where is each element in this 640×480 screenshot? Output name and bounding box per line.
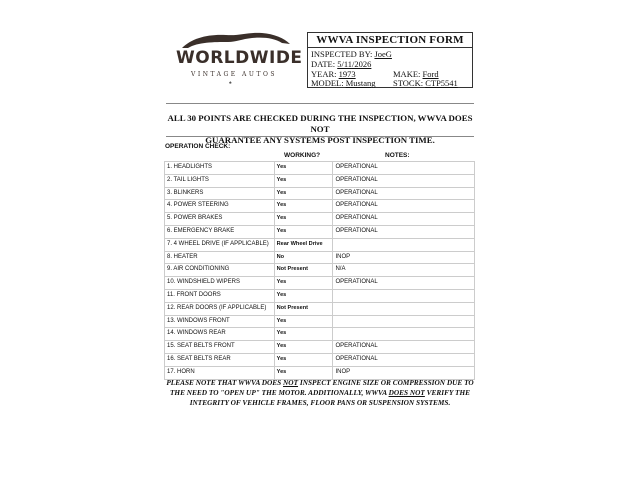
logo-tagline: VINTAGE AUTOS xyxy=(191,71,277,78)
table-row xyxy=(165,213,475,226)
date-field: DATE: 5/11/2026 xyxy=(311,59,372,69)
table-row xyxy=(165,354,475,367)
check-item-label: 11. FRONT DOORS xyxy=(165,290,275,302)
notes-cell: OPERATIONAL xyxy=(333,213,475,225)
table-row xyxy=(165,226,475,239)
inspected-by-value: JoeG xyxy=(374,49,392,59)
table-row xyxy=(165,290,475,303)
operation-check-table xyxy=(164,161,475,380)
check-item-label: 15. SEAT BELTS FRONT xyxy=(165,341,275,353)
check-item-label: 8. HEATER xyxy=(165,252,275,264)
notes-cell xyxy=(333,328,475,340)
working-status: Yes xyxy=(275,277,334,289)
check-item-label: 7. 4 WHEEL DRIVE (IF APPLICABLE) xyxy=(165,239,275,251)
notes-cell xyxy=(333,316,475,328)
notes-cell: OPERATIONAL xyxy=(333,354,475,366)
footer-notice: PLEASE NOTE THAT WWVA DOES NOT INSPECT ENGINE SIZE OR COMPRESSION DUE TO THE NEED TO "OPEN UP" THE MOTOR. ADDITIONALLY, WWVA DOES NOT VERIFY THE INTEGRITY OF VEHICLE FRAMES, FLOOR PANS OR SUSPENSION SYSTEMS. xyxy=(166,378,474,407)
make-field: MAKE: Ford xyxy=(393,69,439,79)
notes-column-header: NOTES: xyxy=(385,152,410,159)
stock-value: CTP5541 xyxy=(425,78,458,88)
notes-cell: OPERATIONAL xyxy=(333,226,475,238)
check-item-label: 4. POWER STEERING xyxy=(165,200,275,212)
working-status: Yes xyxy=(275,316,334,328)
model-value: Mustang xyxy=(345,78,376,88)
logo-wordmark: WORLDWIDE xyxy=(176,48,303,68)
table-row xyxy=(165,188,475,201)
table-row xyxy=(165,200,475,213)
year-value: 1973 xyxy=(338,69,356,79)
notes-cell: OPERATIONAL xyxy=(333,277,475,289)
check-item-label: 16. SEAT BELTS REAR xyxy=(165,354,275,366)
working-status: Yes xyxy=(275,290,334,302)
working-status: Yes xyxy=(275,354,334,366)
working-status: Yes xyxy=(275,341,334,353)
working-status: Yes xyxy=(275,367,334,379)
check-item-label: 13. WINDOWS FRONT xyxy=(165,316,275,328)
check-item-label: 12. REAR DOORS (IF APPLICABLE) xyxy=(165,303,275,315)
model-field: MODEL: Mustang xyxy=(311,78,376,88)
table-row xyxy=(165,328,475,341)
year-field: YEAR: 1973 xyxy=(311,69,356,79)
notes-cell: OPERATIONAL xyxy=(333,341,475,353)
notes-cell xyxy=(333,290,475,302)
inspection-disclaimer: ALL 30 POINTS ARE CHECKED DURING THE INSPECTION, WWVA DOES NOT GUARANTEE ANY SYSTEMS POST INSPECTION TIME. xyxy=(167,113,473,145)
check-item-label: 14. WINDOWS REAR xyxy=(165,328,275,340)
working-status: Yes xyxy=(275,226,334,238)
operation-check-title: OPERATION CHECK: xyxy=(165,143,231,150)
working-status: Yes xyxy=(275,175,334,187)
table-row xyxy=(165,277,475,290)
notes-cell: N/A xyxy=(333,264,475,276)
top-divider xyxy=(166,103,474,104)
working-status: Yes xyxy=(275,188,334,200)
notes-cell: OPERATIONAL xyxy=(333,175,475,187)
working-status: Yes xyxy=(275,213,334,225)
working-status: Not Present xyxy=(275,303,334,315)
notes-cell: OPERATIONAL xyxy=(333,188,475,200)
table-row xyxy=(165,316,475,329)
working-status: Not Present xyxy=(275,264,334,276)
check-item-label: 1. HEADLIGHTS xyxy=(165,162,275,174)
check-item-label: 9. AIR CONDITIONING xyxy=(165,264,275,276)
logo-mark-icon: ♠ xyxy=(229,80,232,86)
form-title: WWVA INSPECTION FORM xyxy=(316,34,464,46)
does-not-emphasis: DOES NOT xyxy=(388,387,425,397)
disclaimer-divider xyxy=(166,136,474,137)
check-item-label: 5. POWER BRAKES xyxy=(165,213,275,225)
working-column-header: WORKING? xyxy=(284,152,321,159)
table-row xyxy=(165,239,475,252)
working-status: Yes xyxy=(275,162,334,174)
form-title-divider xyxy=(308,47,472,48)
check-item-label: 3. BLINKERS xyxy=(165,188,275,200)
check-item-label: 2. TAIL LIGHTS xyxy=(165,175,275,187)
table-row xyxy=(165,303,475,316)
not-emphasis: NOT xyxy=(283,378,299,387)
notes-cell: OPERATIONAL xyxy=(333,162,475,174)
table-row xyxy=(165,175,475,188)
notes-cell: INOP xyxy=(333,367,475,379)
table-row xyxy=(165,264,475,277)
make-value: Ford xyxy=(422,69,439,79)
table-row xyxy=(165,162,475,175)
check-item-label: 17. HORN xyxy=(165,367,275,379)
inspected-by-field: INSPECTED BY: JoeG xyxy=(311,49,392,59)
worldwide-vintage-autos-logo xyxy=(176,30,303,90)
working-status: Yes xyxy=(275,200,334,212)
notes-cell: OPERATIONAL xyxy=(333,200,475,212)
table-row xyxy=(165,341,475,354)
notes-cell xyxy=(333,239,475,251)
date-value: 5/11/2026 xyxy=(337,59,372,69)
working-status: Yes xyxy=(275,328,334,340)
inspection-form-header xyxy=(307,32,473,88)
working-status: No xyxy=(275,252,334,264)
notes-cell xyxy=(333,303,475,315)
notes-cell: INOP xyxy=(333,252,475,264)
check-item-label: 10. WINDSHIELD WIPERS xyxy=(165,277,275,289)
stock-field: STOCK: CTP5541 xyxy=(393,78,458,88)
car-silhouette-icon xyxy=(178,30,292,50)
working-status: Rear Wheel Drive xyxy=(275,239,334,251)
check-item-label: 6. EMERGENCY BRAKE xyxy=(165,226,275,238)
table-row xyxy=(165,252,475,265)
